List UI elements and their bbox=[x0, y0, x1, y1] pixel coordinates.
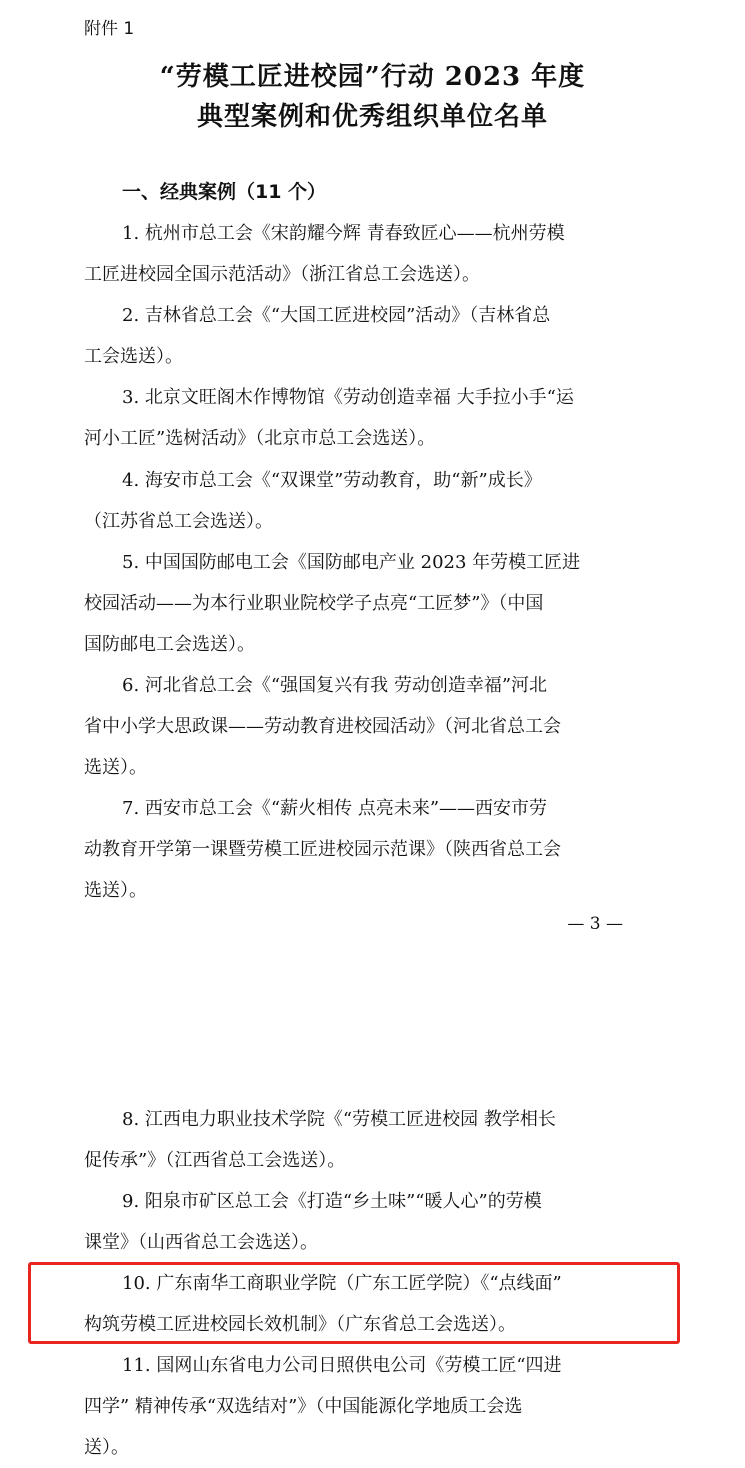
case-item-6 bbox=[84, 665, 624, 788]
case-line: 校园活动——为本行业职业院校学子点亮“工匠梦”》（中国 bbox=[84, 593, 544, 614]
case-line: 1. 杭州市总工会《宋韵耀今辉 青春致匠心——杭州劳模 bbox=[122, 223, 565, 244]
case-line: 省中小学大思政课——劳动教育进校园活动》（河北省总工会 bbox=[84, 716, 561, 737]
case-line: 选送）。 bbox=[84, 757, 147, 778]
document-title-line-2: 典型案例和优秀组织单位名单 bbox=[196, 102, 548, 132]
case-item-8 bbox=[84, 1099, 624, 1181]
case-line: 2. 吉林省总工会《“大国工匠进校园”活动》（吉林省总 bbox=[122, 305, 551, 326]
case-item-11 bbox=[84, 1345, 624, 1468]
case-line: 选送）。 bbox=[84, 880, 147, 901]
section-heading: 一、经典案例（11 个） bbox=[122, 181, 327, 203]
attachment-label: 附件 1 bbox=[84, 19, 135, 39]
case-line: 构筑劳模工匠进校园长效机制》（广东省总工会选送）。 bbox=[84, 1314, 516, 1335]
case-item-9 bbox=[84, 1181, 624, 1263]
page-number: — 3 — bbox=[567, 914, 623, 934]
case-line: 四学” 精神传承“双选结对”》（中国能源化学地质工会选 bbox=[84, 1396, 523, 1417]
case-line: （江苏省总工会选送）。 bbox=[84, 511, 273, 532]
case-line: 9. 阳泉市矿区总工会《打造“乡土味”“暖人心”的劳模 bbox=[122, 1191, 542, 1212]
case-item-4 bbox=[84, 460, 624, 542]
case-line: 8. 江西电力职业技术学院《“劳模工匠进校园 教学相长 bbox=[122, 1109, 556, 1130]
case-line: 3. 北京文旺阁木作博物馆《劳动创造幸福 大手拉小手“运 bbox=[122, 387, 574, 408]
highlight-box bbox=[28, 1262, 680, 1344]
case-item-3 bbox=[84, 377, 624, 459]
case-line: 动教育开学第一课暨劳模工匠进校园示范课》（陕西省总工会 bbox=[84, 839, 561, 860]
case-line: 工会选送）。 bbox=[84, 346, 183, 367]
case-line: 工匠进校园全国示范活动》（浙江省总工会选送）。 bbox=[84, 264, 480, 285]
document-title-line-1: “劳模工匠进校园”行动 2023 年度 bbox=[159, 62, 586, 92]
case-item-5 bbox=[84, 542, 624, 665]
case-line: 11. 国网山东省电力公司日照供电公司《劳模工匠“四进 bbox=[122, 1355, 562, 1376]
case-line: 河小工匠”选树活动》（北京市总工会选送）。 bbox=[84, 428, 436, 449]
case-item-1 bbox=[84, 213, 624, 295]
case-item-7 bbox=[84, 788, 624, 911]
case-line: 7. 西安市总工会《“薪火相传 点亮未来”——西安市劳 bbox=[122, 798, 548, 819]
case-line: 5. 中国国防邮电工会《国防邮电产业 2023 年劳模工匠进 bbox=[122, 552, 581, 573]
case-line: 送）。 bbox=[84, 1437, 129, 1458]
case-line: 国防邮电工会选送）。 bbox=[84, 634, 255, 655]
case-line: 10. 广东南华工商职业学院（广东工匠学院）《“点线面” bbox=[122, 1273, 562, 1294]
case-line: 6. 河北省总工会《“强国复兴有我 劳动创造幸福”河北 bbox=[122, 675, 548, 696]
case-line: 4. 海安市总工会《“双课堂”劳动教育，助“新”成长》 bbox=[122, 470, 542, 491]
case-line: 课堂》（山西省总工会选送）。 bbox=[84, 1232, 318, 1253]
case-item-2 bbox=[84, 295, 624, 377]
case-line: 促传承”》（江西省总工会选送）。 bbox=[84, 1150, 346, 1171]
